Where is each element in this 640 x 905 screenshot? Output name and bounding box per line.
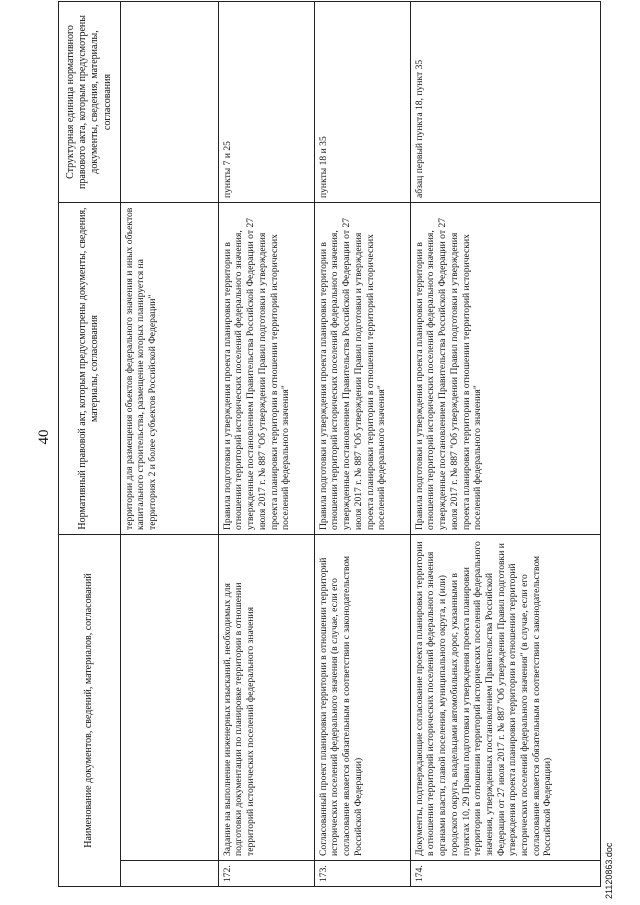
table-row: [218, 2, 314, 887]
row-act: Правила подготовки и утверждения проекта планировки территории в отношении территорий исторических поселений федерального значения, утвержденные постановлением Правительства Российской Федерации от 27 июля 2017 г. № 887 "Об утверждении Правил подготовки и утверждения проекта планировки территории в отношении территорий исторических поселений федерального значения": [314, 203, 410, 535]
row-name: Задание на выполнение инженерных изысканий, необходимых для подготовки документации по планировке территории в отношении территорий исторических поселений федерального значения: [218, 535, 314, 861]
row-unit: пункты 7 и 25: [218, 2, 314, 203]
document-file-id: 21120863.doc: [604, 842, 614, 899]
row-number: 173.: [314, 861, 410, 887]
row-name: [120, 535, 218, 861]
row-unit: [120, 2, 218, 203]
row-number: [120, 861, 218, 887]
table-row: [314, 2, 410, 887]
row-act: Правила подготовки и утверждения проекта планировки территории в отношении территорий исторических поселений федерального значения, утвержденные постановлением Правительства Российской Федерации от 27 июля 2017 г. № 887 "Об утверждении Правил подготовки и утверждения проекта планировки территории в отношении территорий исторических поселений федерального значения": [410, 203, 600, 535]
header-unit: Структурная единица нормативного правового акта, которым предусмотрены документы, сведения, материалы, согласования: [59, 2, 121, 203]
row-number: 174.: [410, 861, 600, 887]
table-row: [410, 2, 600, 887]
row-number: 172.: [218, 861, 314, 887]
header-name: Наименование документов, сведений, материалов, согласований: [59, 535, 121, 887]
row-act: территории для размещения объектов федерального значения и иных объектов капитального строительства, размещение которых планируется на территориях 2 и более субъектов Российской Федерации": [120, 203, 218, 535]
row-name: Согласованный проект планировки территории в отношении территорий исторических поселений федерального значения (в случае, если его согласование является обязательным в соответствии с законодательством Российской Федерации): [314, 535, 410, 861]
documents-table: [58, 1, 601, 887]
row-name: Документы, подтверждающие согласование проекта планировки территории в отношении территорий исторических поселений федерального значения органами власти, главой поселения, муниципального округа, и (или) городского округа, владельцами автомобильных дорог, указанными в пунктах 10, 29 Правил подготовки и утверждения проекта планировки территории в отношении территорий исторических поселений федерального значения, утвержденных постановлением Правительства Российской Федерации от 27 июля 2017 г. № 887 "Об утверждении Правил подготовки и утверждения проекта планировки территории в отношении территорий исторических поселений федерального значения" (в случае, если его согласование является обязательным в соответствии с законодательством Российской Федерации): [410, 535, 600, 861]
row-unit: пункты 18 и 35: [314, 2, 410, 203]
table-header-row: [59, 2, 121, 887]
row-act: Правила подготовки и утверждения проекта планировки территории в отношении территорий исторических поселений федерального значения, утвержденные постановлением Правительства Российской Федерации от 27 июля 2017 г. № 887 "Об утверждении Правил подготовки и утверждения проекта планировки территории в отношении территорий исторических поселений федерального значения": [218, 203, 314, 535]
table-row: [120, 2, 218, 887]
row-unit: абзац первый пункта 18, пункт 35: [410, 2, 600, 203]
page-number: 40: [36, 429, 52, 445]
header-act: Нормативный правовой акт, которым предусмотрены документы, сведения, материалы, согласования: [59, 203, 121, 535]
